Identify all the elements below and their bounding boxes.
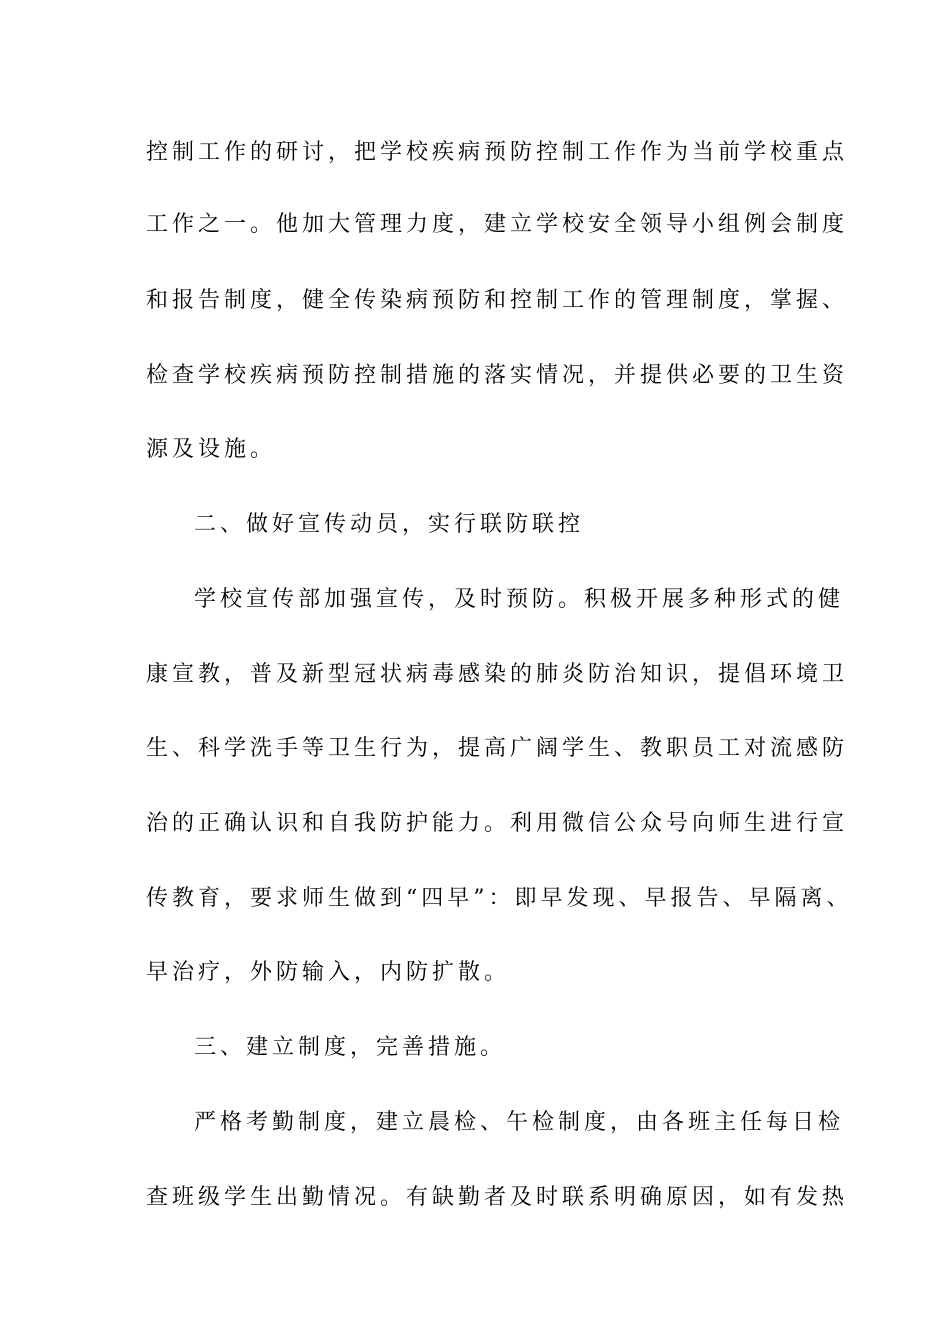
text-line: 生、科学洗手等卫生行为，提高广阔学生、教职员工对流感防 (146, 736, 849, 761)
text-line: 查班级学生出勤情况。有缺勤者及时联系明确原因，如有发热 (146, 1185, 849, 1210)
text-line: 治的正确认识和自我防护能力。利用微信公众号向师生进行宣 (146, 811, 849, 836)
section-heading: 三、建立制度，完善措施。 (194, 1035, 507, 1060)
text-line: 学校宣传部加强宣传，及时预防。积极开展多种形式的健 (194, 587, 845, 612)
text-line: 康宣教，普及新型冠状病毒感染的肺炎防治知识，提倡环境卫 (146, 662, 849, 687)
text-line: 传教育，要求师生做到“四早”：即早发现、早报告、早隔离、 (146, 886, 853, 911)
section-heading: 二、做好宣传动员，实行联防联控 (194, 512, 585, 537)
text-line: 早治疗，外防输入，内防扩散。 (146, 960, 511, 985)
text-line: 严格考勤制度，建立晨检、午检制度，由各班主任每日检 (194, 1110, 845, 1135)
text-line: 检查学校疾病预防控制措施的落实情况，并提供必要的卫生资 (146, 363, 849, 388)
text-line: 控制工作的研讨，把学校疾病预防控制工作作为当前学校重点 (146, 140, 849, 165)
text-line: 和报告制度，健全传染病预防和控制工作的管理制度，掌握、 (146, 288, 849, 313)
text-line: 工作之一。他加大管理力度，建立学校安全领导小组例会制度 (146, 212, 849, 237)
text-line: 源及设施。 (146, 437, 277, 462)
